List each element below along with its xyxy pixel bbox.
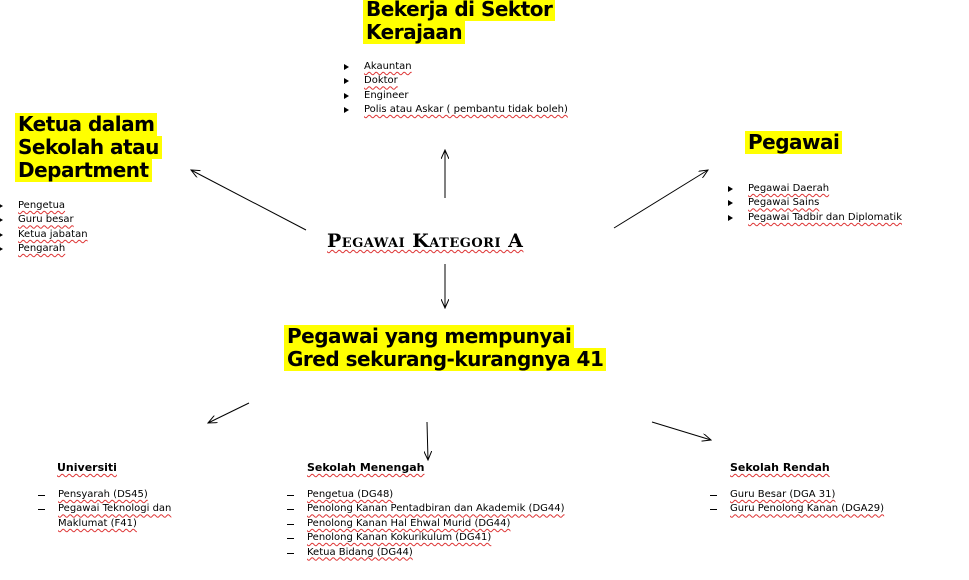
top-heading	[363, 0, 555, 44]
list-item: Akauntan	[342, 60, 568, 74]
arrow-upper-right	[614, 170, 708, 228]
list-item: Guru besar	[0, 213, 88, 227]
list-item: Guru Penolong Kanan (DGA29)	[708, 502, 884, 516]
list-item: Pegawai Sains	[726, 196, 902, 210]
list-item: Pegawai Teknologi dan	[36, 502, 171, 516]
list-item: Pegawai Tadbir dan Diplomatik	[726, 211, 902, 225]
list-item: Penolong Kanan Kokurikulum (DG41)	[285, 531, 565, 545]
top-heading-line1: Bekerja di Sektor	[363, 0, 555, 21]
list-item: Pengetua (DG48)	[285, 488, 565, 502]
left-heading-line1: Ketua dalam	[15, 113, 157, 136]
list-item: Doktor	[342, 74, 568, 88]
list-item: Ketua jabatan	[0, 228, 88, 242]
rendah-list	[708, 488, 884, 517]
list-item: Pengetua	[0, 199, 88, 213]
arrow-lower-middle	[427, 422, 428, 460]
list-item: Penolong Kanan Pentadbiran dan Akademik (DG44)	[285, 502, 565, 516]
list-item: Maklumat (F41)	[58, 517, 137, 529]
list-item: Engineer	[342, 89, 568, 103]
left-heading	[15, 113, 162, 182]
left-heading-line2: Sekolah atau	[15, 136, 162, 159]
middle-heading-line2: Gred sekurang-kurangnya 41	[284, 348, 606, 371]
menengah-list	[285, 488, 565, 560]
list-item: Pensyarah (DS45)	[36, 488, 171, 502]
arrow-lower-right	[652, 422, 711, 440]
middle-heading	[284, 325, 606, 371]
right-list	[726, 182, 902, 225]
universiti-heading: Universiti	[57, 461, 117, 474]
top-heading-line2: Kerajaan	[363, 21, 465, 44]
rendah-heading: Sekolah Rendah	[730, 461, 830, 474]
arrow-upper-left	[191, 170, 306, 230]
right-heading: Pegawai	[745, 131, 842, 154]
universiti-list	[36, 488, 171, 531]
list-item: Pegawai Daerah	[726, 182, 902, 196]
menengah-heading: Sekolah Menengah	[307, 461, 425, 474]
list-item: Penolong Kanan Hal Ehwal Murid (DG44)	[285, 517, 565, 531]
top-list	[342, 60, 568, 118]
list-item: Pengarah	[0, 242, 88, 256]
center-title: Pegawai Kategori A	[327, 230, 524, 252]
left-list	[0, 199, 88, 257]
list-item: Guru Besar (DGA 31)	[708, 488, 884, 502]
middle-heading-line1: Pegawai yang mempunyai	[284, 325, 574, 348]
list-item: Polis atau Askar ( pembantu tidak boleh)	[342, 103, 568, 117]
left-heading-line3: Department	[15, 159, 152, 182]
arrow-lower-left	[208, 403, 249, 423]
list-item: Ketua Bidang (DG44)	[285, 546, 565, 560]
